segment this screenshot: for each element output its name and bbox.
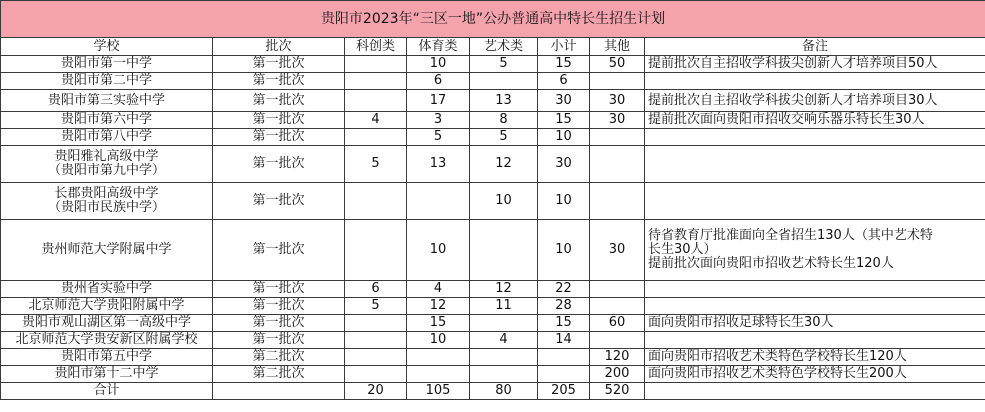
table-cell-tiyu[interactable]: 17	[407, 90, 470, 112]
table-cell-note[interactable]	[645, 298, 985, 315]
table-row	[1, 220, 985, 281]
table-cell-school-line: （贵阳市民族中学）	[47, 200, 165, 215]
table-cell-tiyu[interactable]: 10	[407, 56, 470, 73]
table-cell-yishu[interactable]: 12	[470, 281, 538, 298]
table-row	[1, 366, 985, 383]
table-row	[1, 332, 985, 349]
table-cell-yishu[interactable]: 13	[470, 90, 538, 112]
table-cell-kechuang[interactable]	[345, 315, 407, 332]
table-cell-kechuang[interactable]	[345, 349, 407, 366]
table-cell-note-line: 提前批次面向贵阳市招收艺术特长生120人	[648, 256, 894, 271]
table-cell-school-line: 贵阳雅礼高级中学	[54, 149, 159, 164]
table-cell-batch[interactable]: 第一批次	[213, 146, 345, 183]
table-cell-batch[interactable]: 第二批次	[213, 349, 345, 366]
header-tiyu[interactable]: 体育类	[407, 38, 470, 56]
table-cell-other[interactable]: 60	[590, 315, 645, 332]
table-cell-other[interactable]	[590, 183, 645, 220]
sheet-title[interactable]: 贵阳市2023年“三区一地”公办普通高中特长生招生计划	[1, 1, 985, 38]
table-cell-school[interactable]	[1, 183, 213, 220]
table-cell-note[interactable]	[645, 332, 985, 349]
table-cell-tiyu[interactable]: 15	[407, 315, 470, 332]
table-cell-yishu[interactable]	[470, 315, 538, 332]
table-cell-batch[interactable]: 第一批次	[213, 73, 345, 90]
table-cell-school[interactable]: 贵阳市第五中学	[1, 349, 213, 366]
table-cell-note-line: 长生30人）	[648, 242, 717, 257]
table-cell-yishu[interactable]	[470, 349, 538, 366]
header-row	[1, 38, 985, 56]
table-cell-batch[interactable]: 第一批次	[213, 315, 345, 332]
table-row	[1, 281, 985, 298]
table-cell-note[interactable]: 提前批次自主招收学科拔尖创新人才培养项目30人	[645, 90, 985, 112]
header-note[interactable]: 备注	[645, 38, 985, 56]
table-cell-note[interactable]	[645, 146, 985, 183]
table-cell-other[interactable]: 30	[590, 220, 645, 281]
table-cell-school[interactable]: 贵阳市第十二中学	[1, 366, 213, 383]
table-cell-subtotal[interactable]: 15	[538, 315, 590, 332]
total-yishu[interactable]: 80	[470, 383, 538, 400]
table-cell-other[interactable]	[590, 73, 645, 90]
table-cell-subtotal[interactable]: 10	[538, 220, 590, 281]
table-row	[1, 129, 985, 146]
total-subtotal[interactable]: 205	[538, 383, 590, 400]
table-cell-tiyu[interactable]: 12	[407, 298, 470, 315]
header-kechuang[interactable]: 科创类	[345, 38, 407, 56]
table-row	[1, 112, 985, 129]
table-cell-yishu[interactable]	[470, 366, 538, 383]
table-cell-batch[interactable]: 第二批次	[213, 366, 345, 383]
header-school[interactable]: 学校	[1, 38, 213, 56]
table-cell-yishu[interactable]	[470, 220, 538, 281]
table-cell-tiyu[interactable]	[407, 183, 470, 220]
total-other[interactable]: 520	[590, 383, 645, 400]
table-cell-tiyu[interactable]: 6	[407, 73, 470, 90]
table-cell-note[interactable]: 提前批次面向贵阳市招收交响乐器乐特长生30人	[645, 112, 985, 129]
table-cell-subtotal[interactable]: 15	[538, 56, 590, 73]
table-cell-note[interactable]	[645, 220, 985, 281]
table-cell-note[interactable]: 面向贵阳市招收艺术类特色学校特长生120人	[645, 349, 985, 366]
table-cell-school[interactable]: 贵阳市第三实验中学	[1, 90, 213, 112]
table-cell-other[interactable]: 200	[590, 366, 645, 383]
table-cell-yishu[interactable]: 11	[470, 298, 538, 315]
table-cell-school[interactable]: 贵阳市第一中学	[1, 56, 213, 73]
table-cell-tiyu[interactable]: 10	[407, 332, 470, 349]
table-cell-subtotal[interactable]: 6	[538, 73, 590, 90]
table-cell-school[interactable]: 贵阳市观山湖区第一高级中学	[1, 315, 213, 332]
table-cell-note[interactable]	[645, 183, 985, 220]
table-cell-school[interactable]: 贵州师范大学附属中学	[1, 220, 213, 281]
table-cell-note[interactable]	[645, 129, 985, 146]
table-cell-subtotal[interactable]: 14	[538, 332, 590, 349]
table-cell-yishu[interactable]: 10	[470, 183, 538, 220]
total-batch-cell[interactable]	[213, 383, 345, 400]
table-cell-other[interactable]	[590, 298, 645, 315]
table-cell-other[interactable]: 30	[590, 112, 645, 129]
table-cell-other[interactable]: 30	[590, 90, 645, 112]
table-cell-batch[interactable]: 第一批次	[213, 56, 345, 73]
table-cell-other[interactable]	[590, 281, 645, 298]
table-row	[1, 315, 985, 332]
table-cell-note[interactable]: 提前批次自主招收学科拔尖创新人才培养项目50人	[645, 56, 985, 73]
table-cell-batch[interactable]: 第一批次	[213, 298, 345, 315]
table-cell-yishu[interactable]: 5	[470, 129, 538, 146]
table-cell-school[interactable]: 贵阳市第八中学	[1, 129, 213, 146]
table-cell-kechuang[interactable]	[345, 183, 407, 220]
table-cell-kechuang[interactable]	[345, 73, 407, 90]
table-cell-subtotal[interactable]: 10	[538, 129, 590, 146]
total-label[interactable]: 合计	[1, 383, 213, 400]
table-cell-tiyu[interactable]: 3	[407, 112, 470, 129]
table-cell-school[interactable]: 北京师范大学贵阳附属中学	[1, 298, 213, 315]
table-cell-tiyu[interactable]: 10	[407, 220, 470, 281]
table-cell-yishu[interactable]: 8	[470, 112, 538, 129]
table-cell-batch[interactable]: 第一批次	[213, 332, 345, 349]
table-cell-kechuang[interactable]	[345, 56, 407, 73]
table-cell-school[interactable]: 北京师范大学贵安新区附属学校	[1, 332, 213, 349]
table-cell-yishu[interactable]: 12	[470, 146, 538, 183]
table-cell-school[interactable]	[1, 146, 213, 183]
table-cell-batch[interactable]: 第一批次	[213, 112, 345, 129]
table-cell-other[interactable]	[590, 332, 645, 349]
table-cell-tiyu[interactable]: 13	[407, 146, 470, 183]
table-cell-school[interactable]: 贵州省实验中学	[1, 281, 213, 298]
table-cell-subtotal[interactable]: 10	[538, 183, 590, 220]
table-cell-kechuang[interactable]	[345, 129, 407, 146]
table-cell-note[interactable]: 面向贵阳市招收艺术类特色学校特长生200人	[645, 366, 985, 383]
table-cell-tiyu[interactable]	[407, 366, 470, 383]
header-subtotal[interactable]: 小计	[538, 38, 590, 56]
table-cell-other[interactable]: 120	[590, 349, 645, 366]
table-cell-note[interactable]	[645, 73, 985, 90]
table-cell-subtotal[interactable]: 28	[538, 298, 590, 315]
table-cell-school[interactable]: 贵阳市第六中学	[1, 112, 213, 129]
table-cell-batch[interactable]: 第一批次	[213, 220, 345, 281]
table-cell-tiyu[interactable]: 4	[407, 281, 470, 298]
table-cell-subtotal[interactable]	[538, 349, 590, 366]
header-other[interactable]: 其他	[590, 38, 645, 56]
table-row	[1, 349, 985, 366]
total-tiyu[interactable]: 105	[407, 383, 470, 400]
table-cell-subtotal[interactable]: 22	[538, 281, 590, 298]
table-body	[1, 56, 985, 383]
table-row	[1, 298, 985, 315]
table-cell-subtotal[interactable]: 15	[538, 112, 590, 129]
total-row	[1, 383, 985, 400]
table-cell-note[interactable]	[645, 281, 985, 298]
table-cell-kechuang[interactable]: 5	[345, 298, 407, 315]
table-cell-other[interactable]: 50	[590, 56, 645, 73]
table-cell-other[interactable]	[590, 146, 645, 183]
table-cell-kechuang[interactable]: 6	[345, 281, 407, 298]
table-cell-kechuang[interactable]	[345, 366, 407, 383]
table-cell-school-line: （贵阳市第九中学）	[47, 163, 165, 178]
total-kechuang[interactable]: 20	[345, 383, 407, 400]
table-cell-kechuang[interactable]: 4	[345, 112, 407, 129]
table-cell-tiyu[interactable]: 5	[407, 129, 470, 146]
title-row	[1, 1, 985, 38]
table-cell-yishu[interactable]: 5	[470, 56, 538, 73]
table-cell-subtotal[interactable]: 30	[538, 90, 590, 112]
table-cell-kechuang[interactable]: 5	[345, 146, 407, 183]
table-cell-note-line: 待省教育厅批准面向全省招生130人（其中艺术特	[648, 228, 933, 243]
table-cell-subtotal[interactable]: 30	[538, 146, 590, 183]
table-cell-school-line: 长郡贵阳高级中学	[54, 186, 159, 201]
table-cell-subtotal[interactable]	[538, 366, 590, 383]
table-cell-kechuang[interactable]	[345, 90, 407, 112]
table-cell-school[interactable]: 贵阳市第二中学	[1, 73, 213, 90]
table-row	[1, 56, 985, 73]
table-cell-batch[interactable]: 第一批次	[213, 129, 345, 146]
table-cell-batch[interactable]: 第一批次	[213, 281, 345, 298]
table-cell-yishu[interactable]: 4	[470, 332, 538, 349]
table-cell-other[interactable]	[590, 129, 645, 146]
table-cell-note[interactable]: 面向贵阳市招收足球特长生30人	[645, 315, 985, 332]
table-row	[1, 183, 985, 220]
table-cell-batch[interactable]: 第一批次	[213, 183, 345, 220]
table-cell-tiyu[interactable]	[407, 349, 470, 366]
table-cell-batch[interactable]: 第一批次	[213, 90, 345, 112]
table-cell-kechuang[interactable]	[345, 220, 407, 281]
table-row	[1, 73, 985, 90]
total-note[interactable]	[645, 383, 985, 400]
table-cell-kechuang[interactable]	[345, 332, 407, 349]
table-cell-yishu[interactable]	[470, 73, 538, 90]
header-batch[interactable]: 批次	[213, 38, 345, 56]
table-row	[1, 146, 985, 183]
table-row	[1, 90, 985, 112]
header-yishu[interactable]: 艺术类	[470, 38, 538, 56]
